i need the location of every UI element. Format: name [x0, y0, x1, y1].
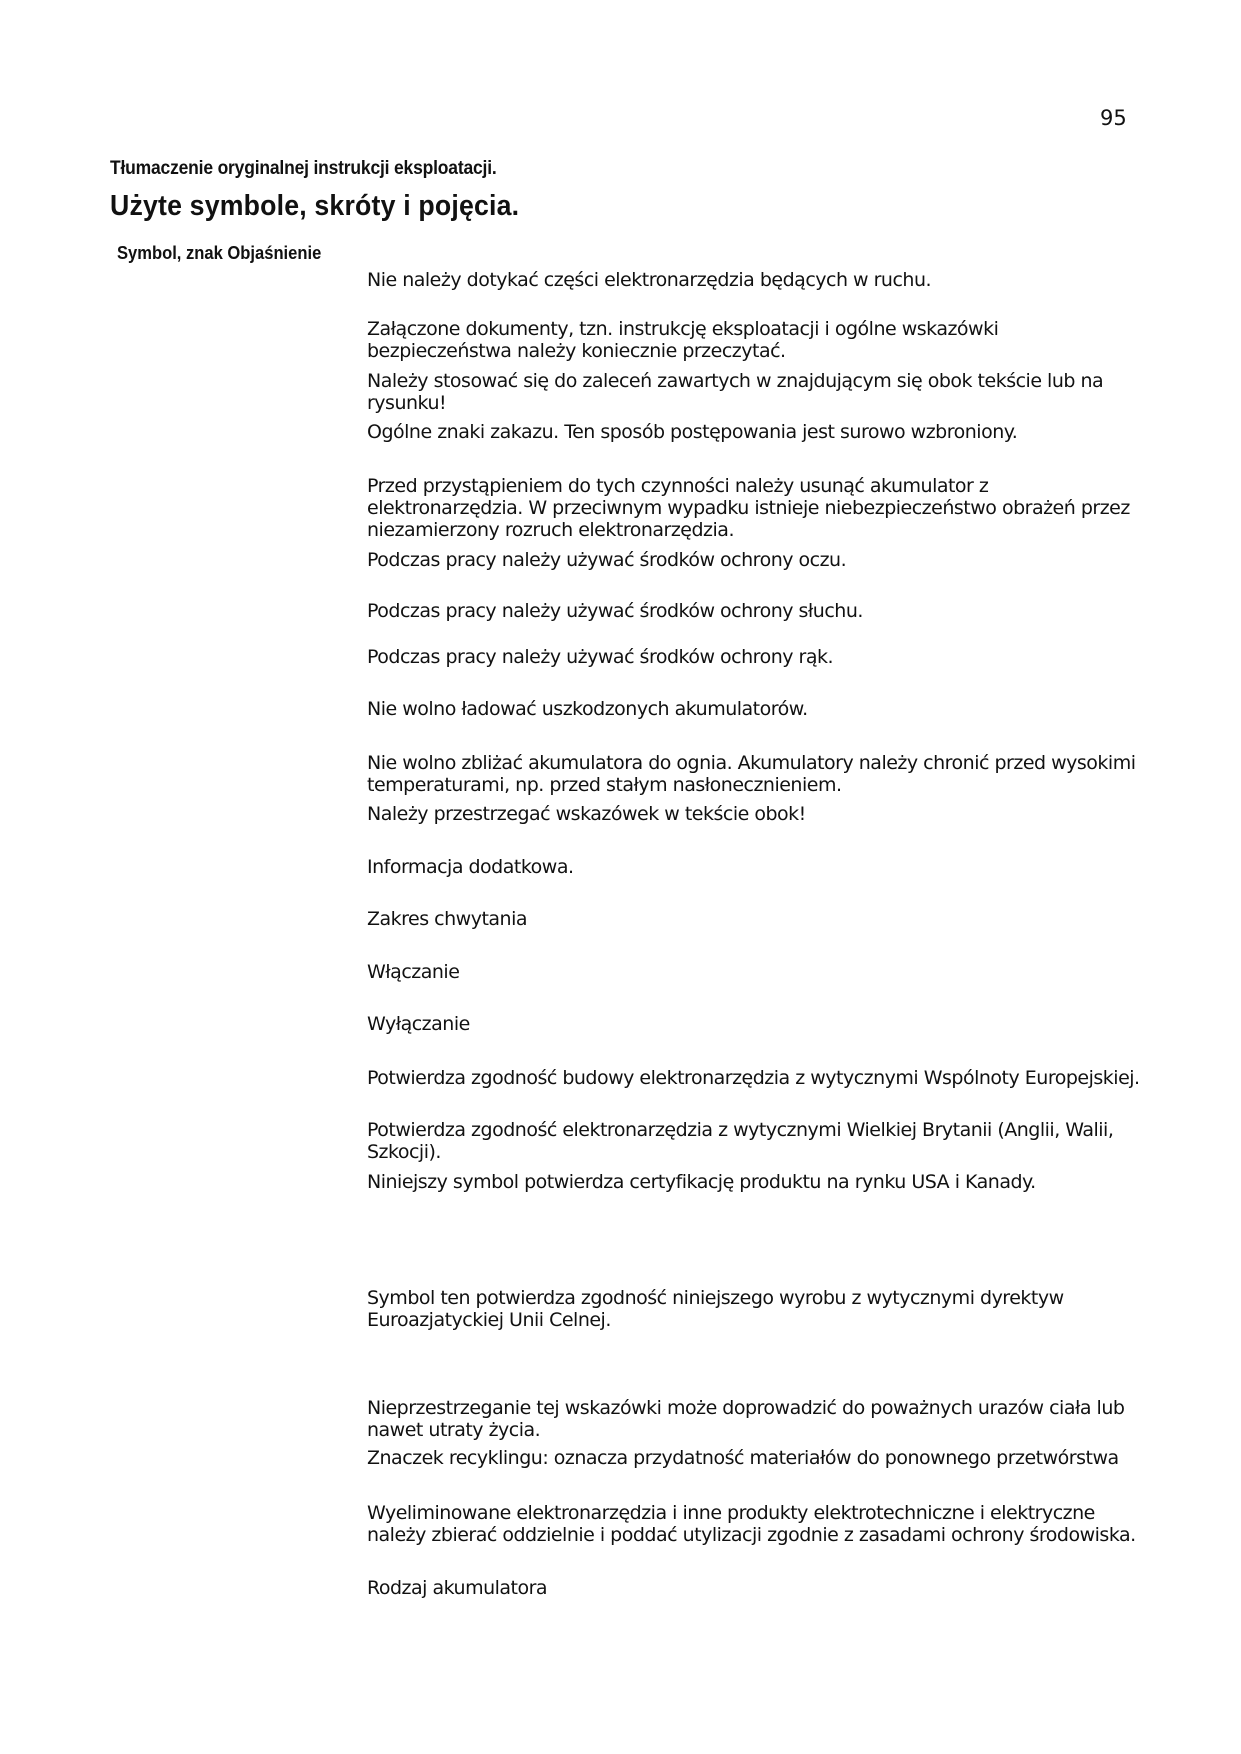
description-item: Podczas pracy należy używać środków ochrony oczu. [367, 549, 847, 571]
description-item: Należy stosować się do zaleceń zawartych w znajdującym się obok tekście lub na rysunku! [367, 370, 1104, 414]
description-item: Podczas pracy należy używać środków ochrony rąk. [367, 646, 834, 668]
description-item: Podczas pracy należy używać środków ochrony słuchu. [367, 600, 863, 622]
description-item: Znaczek recyklingu: oznacza przydatność materiałów do ponownego przetwórstwa [367, 1447, 1119, 1469]
description-item: Nie wolno zbliżać akumulatora do ognia. Akumulatory należy chronić przed wysokimi temperaturami, np. przed stałym nasłonecznieniem. [367, 752, 1136, 796]
column-header: Symbol, znak Objaśnienie [117, 243, 322, 263]
description-item: Potwierdza zgodność budowy elektronarzędzia z wytycznymi Wspólnoty Europejskiej. [367, 1067, 1140, 1089]
description-item: Ogólne znaki zakazu. Ten sposób postępowania jest surowo wzbroniony. [367, 421, 1018, 443]
description-item: Przed przystąpieniem do tych czynności należy usunąć akumulator z elektronarzędzia. W przeciwnym wypadku istnieje niebezpieczeństwo obrażeń przez niezamierzony rozruch elektronarzędzia. [367, 475, 1130, 541]
description-item: Symbol ten potwierdza zgodność niniejszego wyrobu z wytycznymi dyrektyw Euroazjatyckiej Unii Celnej. [367, 1287, 1064, 1331]
description-item: Wyeliminowane elektronarzędzia i inne produkty elektrotechniczne i elektryczne należy zbierać oddzielnie i poddać utylizacji zgodnie z zasadami ochrony środowiska. [367, 1502, 1136, 1546]
description-item: Informacja dodatkowa. [367, 856, 574, 878]
description-item: Zakres chwytania [367, 908, 528, 930]
page-number: 95 [1100, 106, 1127, 130]
description-item: Rodzaj akumulatora [367, 1577, 548, 1599]
description-item: Niniejszy symbol potwierdza certyfikację produktu na rynku USA i Kanady. [367, 1171, 1036, 1193]
description-item: Załączone dokumenty, tzn. instrukcję eksploatacji i ogólne wskazówki bezpieczeństwa należy koniecznie przeczytać. [367, 318, 999, 362]
description-item: Nieprzestrzeganie tej wskazówki może doprowadzić do poważnych urazów ciała lub nawet utraty życia. [367, 1397, 1125, 1441]
description-item: Nie wolno ładować uszkodzonych akumulatorów. [367, 698, 808, 720]
description-item: Włączanie [367, 961, 460, 983]
description-item: Potwierdza zgodność elektronarzędzia z wytycznymi Wielkiej Brytanii (Anglii, Walii, Szkocji). [367, 1119, 1114, 1163]
description-item: Należy przestrzegać wskazówek w tekście obok! [367, 803, 806, 825]
description-item: Wyłączanie [367, 1013, 470, 1035]
translation-note: Tłumaczenie oryginalnej instrukcji eksploatacji. [110, 158, 497, 179]
page-title: Użyte symbole, skróty i pojęcia. [110, 190, 520, 222]
description-item: Nie należy dotykać części elektronarzędzia będących w ruchu. [367, 269, 932, 291]
